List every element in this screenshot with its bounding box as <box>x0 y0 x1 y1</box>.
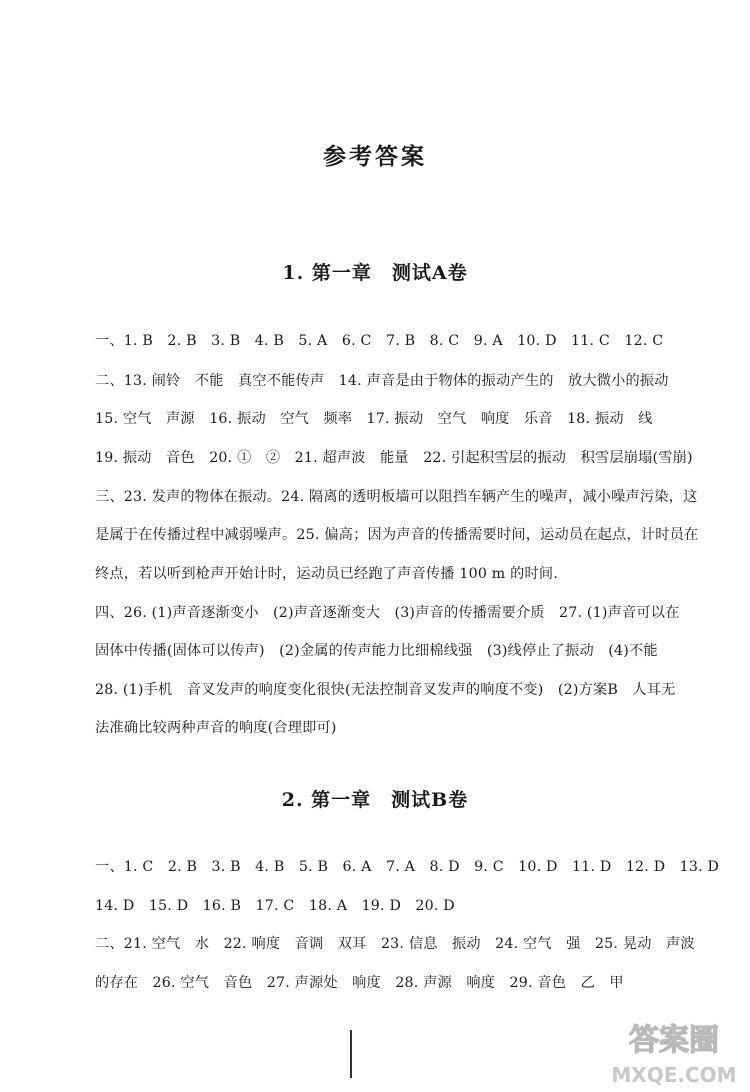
section-1-heading: 1. 第一章 测试A卷 <box>282 262 468 284</box>
watermark-text: 答案圈 <box>629 1023 719 1058</box>
section-2-line: 一、1. C 2. B 3. B 4. B 5. B 6. A 7. A 8. D 9. C 10. D 11. D 12. D 13. D <box>95 859 720 875</box>
section-1-line: 二、13. 闹铃 不能 真空不能传声 14. 声音是由于物体的振动产生的 放大微小的振动 <box>95 373 669 389</box>
page-title: 参考答案 <box>323 143 427 170</box>
section-1-line: 28. (1)手机 音叉发声的响度变化很快(无法控制音叉发声的响度不变) (2)方案B 人耳无 <box>95 682 676 698</box>
section-2-heading: 2. 第一章 测试B卷 <box>281 789 469 811</box>
section-1-line: 法准确比较两种声音的响度(合理即可) <box>95 720 337 736</box>
section-1-line: 15. 空气 声源 16. 振动 空气 频率 17. 振动 空气 响度 乐音 18. 振动 线 <box>95 411 653 427</box>
page-divider-mark <box>350 1030 352 1078</box>
section-1-line: 四、26. (1)声音逐渐变小 (2)声音逐渐变大 (3)声音的传播需要介质 27. (1)声音可以在 <box>95 605 680 621</box>
section-2-line: 14. D 15. D 16. B 17. C 18. A 19. D 20. D <box>95 898 455 914</box>
section-2-line: 的存在 26. 空气 音色 27. 声源处 响度 28. 声源 响度 29. 音色 乙 甲 <box>95 975 624 991</box>
watermark-logo <box>604 1010 744 1090</box>
section-1-line: 一、1. B 2. B 3. B 4. B 5. A 6. C 7. B 8. C 9. A 10. D 11. C 12. C <box>95 333 664 349</box>
watermark-url: MXQE.COM <box>611 1063 737 1087</box>
section-2-line: 二、21. 空气 水 22. 响度 音调 双耳 23. 信息 振动 24. 空气 强 25. 晃动 声波 <box>95 936 695 952</box>
section-1-line: 是属于在传播过程中减弱噪声。25. 偏高；因为声音的传播需要时间，运动员在起点，计时员在 <box>95 527 699 543</box>
section-1-line: 19. 振动 音色 20. ① ② 21. 超声波 能量 22. 引起积雪层的振动 积雪层崩塌(雪崩) <box>95 450 693 466</box>
section-1-line: 终点，若以听到枪声开始计时，运动员已经跑了声音传播 100 m 的时间. <box>95 566 559 582</box>
section-1-line: 三、23. 发声的物体在振动。24. 隔离的透明板墙可以阻挡车辆产生的噪声，减小噪声污染，这 <box>95 489 698 505</box>
section-1-line: 固体中传播(固体可以传声) (2)金属的传声能力比细棉线强 (3)线停止了振动 (4)不能 <box>95 643 658 659</box>
